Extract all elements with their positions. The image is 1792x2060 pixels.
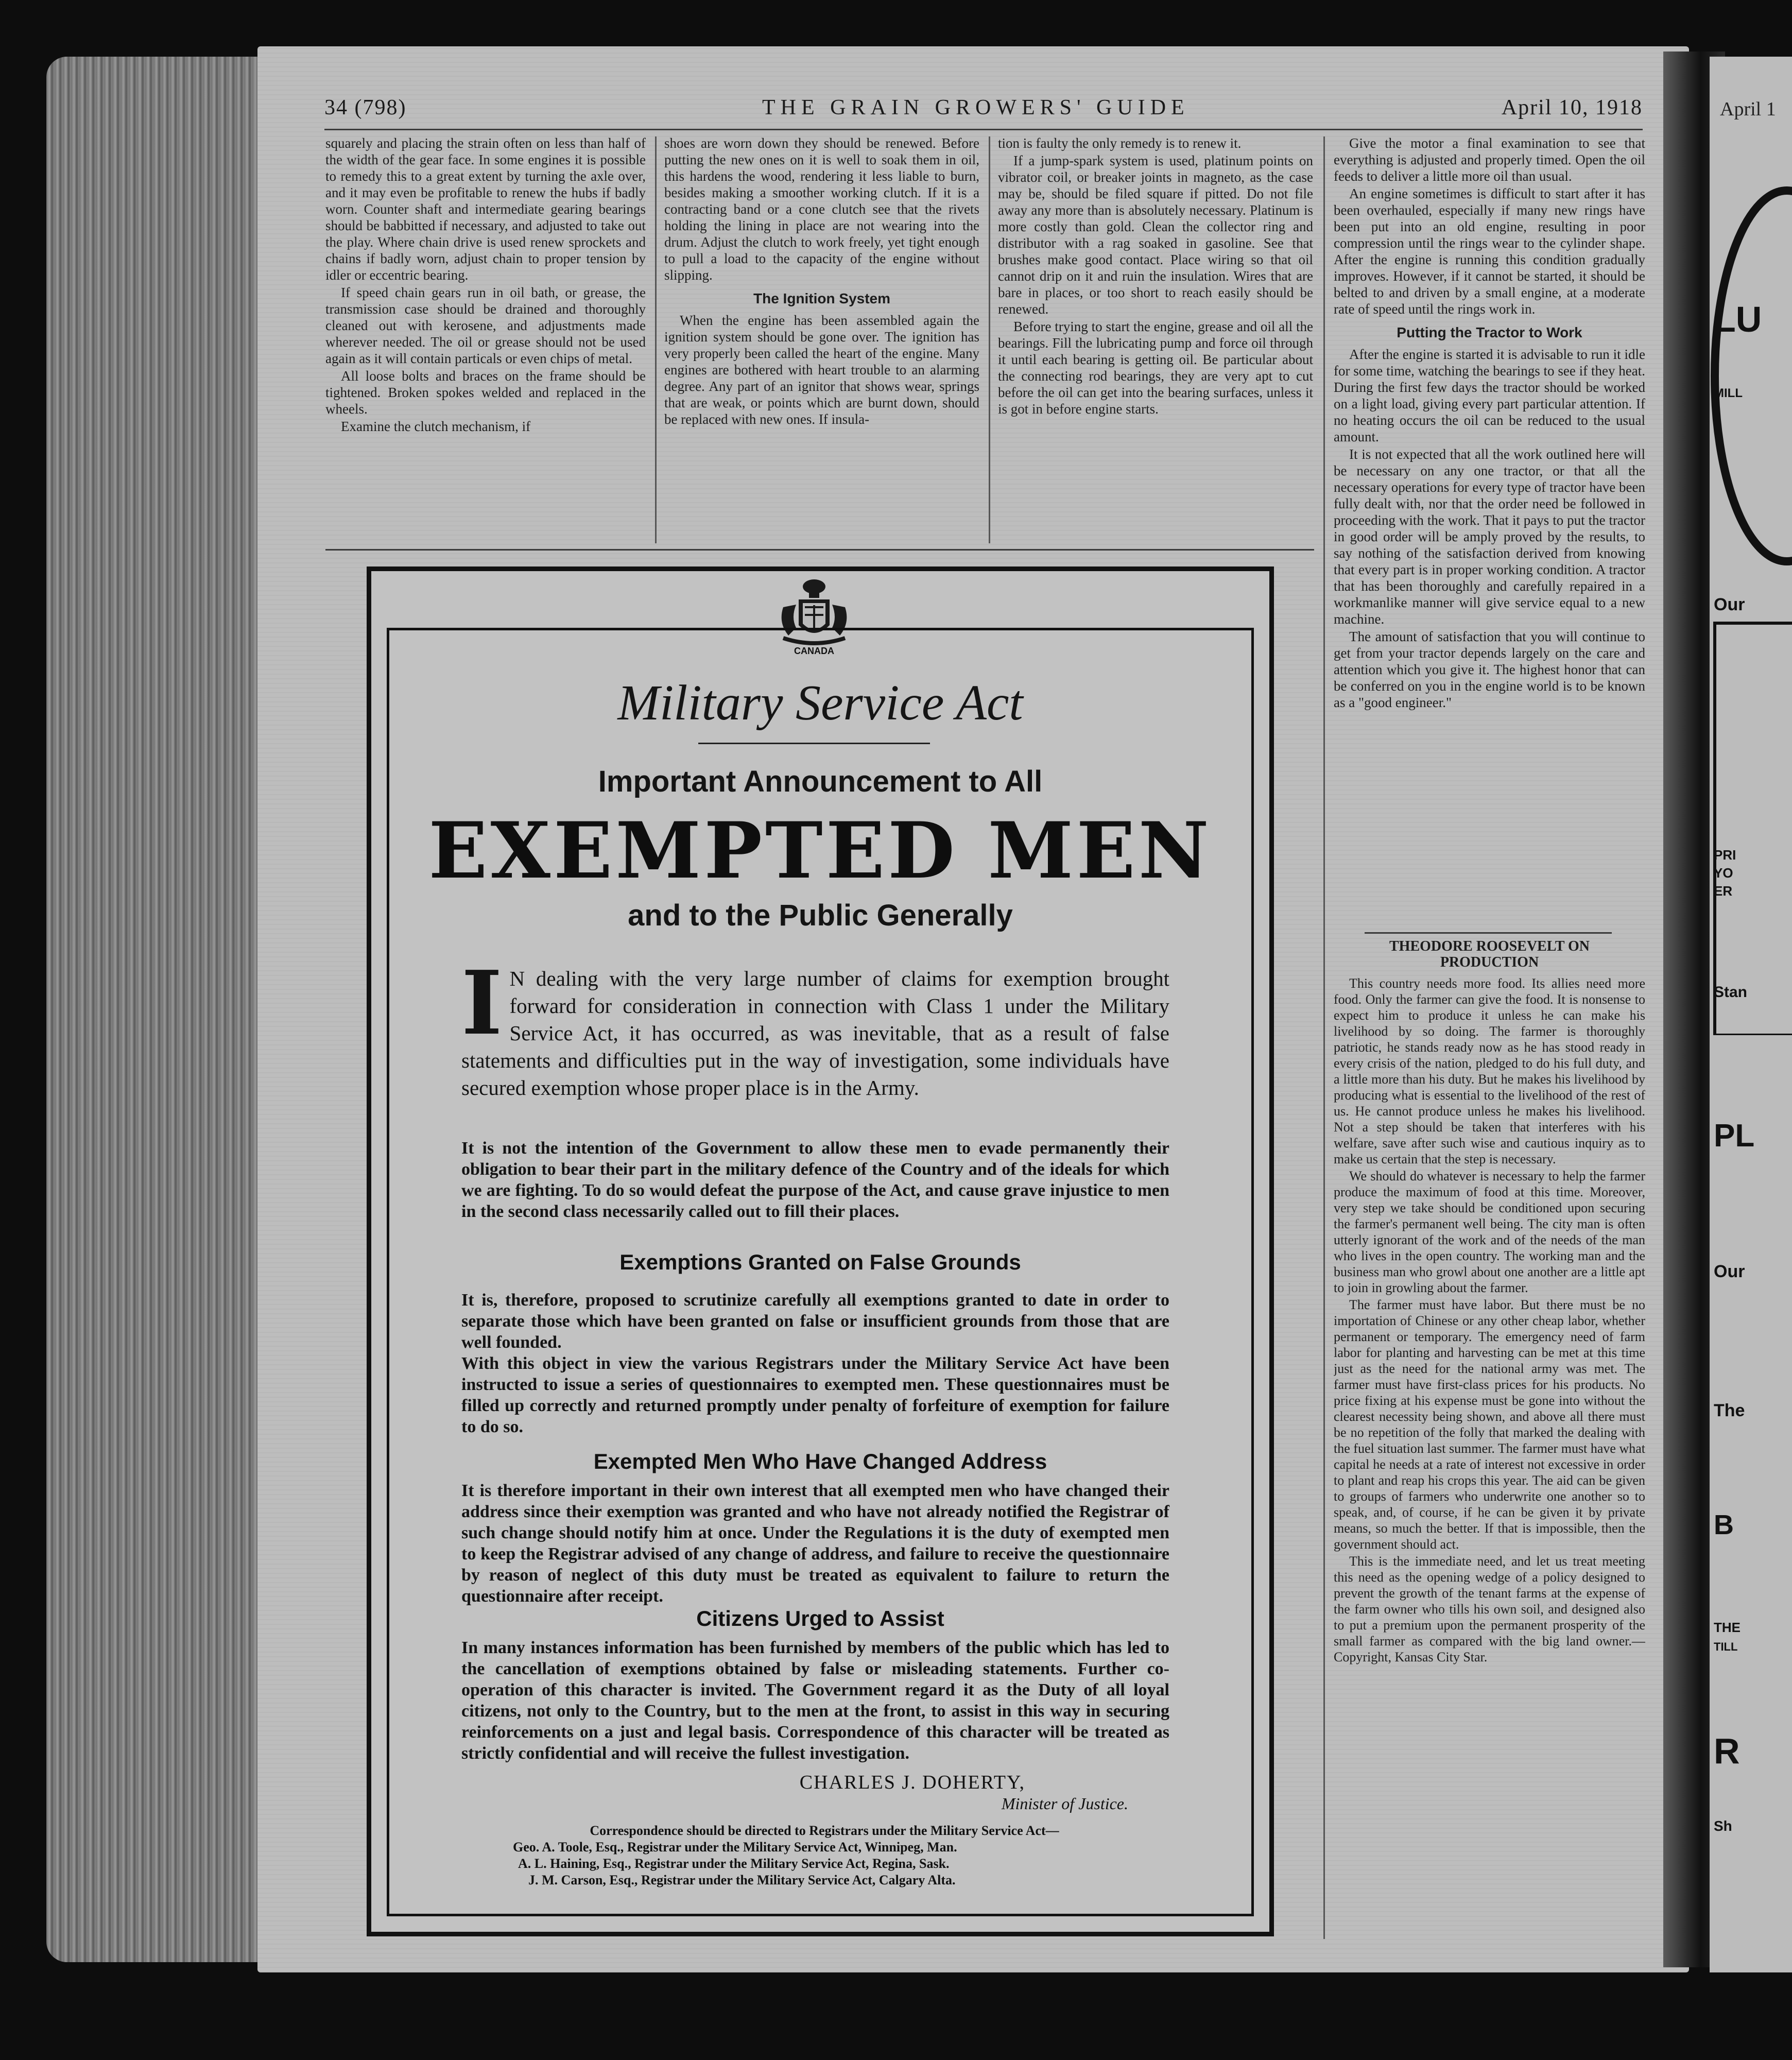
adjacent-fragment: Our — [1714, 595, 1745, 614]
adjacent-fragment: ER — [1714, 883, 1733, 899]
section-rule — [1365, 932, 1612, 934]
column-rule — [655, 136, 657, 543]
article-headline: THEODORE ROOSEVELT ON PRODUCTION — [1389, 938, 1590, 970]
paragraph: We should do whatever is necessary to help the farmer produce the maximum of food at this time. Moreover, very step we take should be conditioned upon securing the farmer's permanent well being. The city man is often utterly ignorant of the work and of the needs of the man who lives in the open country. The working man and the business man who growl about one another are a little apt to join in growling about the farmer. — [1334, 1169, 1645, 1295]
paragraph: An engine sometimes is difficult to start after it has been overhauled, especially if many new rings have been put into an old engine, resulting in poor compression until the rings wear to the cylinder shape. After the engine is running this condition gradually improves. However, if it cannot be started, it should be belted to and driven by a small engine, at a moderate rate of speed until the rings work in. — [1334, 186, 1645, 317]
paragraph: Before trying to start the engine, grease and oil all the bearings. Fill the lubricating pump and force oil through it until each bearing is getting oil. Be particular about the connecting rod bearings, they are very apt to cut before the oil can get into the bearing surfaces, unless it is got in before engine starts. — [998, 319, 1313, 417]
running-head — [324, 95, 1643, 126]
section-heading: Putting the Tractor to Work — [1397, 324, 1582, 340]
paragraph: If speed chain gears run in oil bath, or grease, the transmission case should be drained and thoroughly cleaned out with kerosene, and adjustments made wherever needed. The oil or grease should not be used again as it will contain particals or even chips of metal. — [325, 285, 646, 366]
adjacent-fragment: Stan — [1714, 984, 1748, 1001]
paragraph: With this object in view the various Registrars under the Military Service Act have been instructed to issue a series of questionnaires to exempted men. These questionnaires must be filled up correctly and returned promptly under penalty of forfeiture of exemption for failure to do so. — [461, 1354, 1169, 1436]
section-heading: The Ignition System — [753, 290, 891, 306]
correspondence-line: Correspondence should be directed to Registrars under the Military Service Act— — [590, 1823, 1059, 1838]
signature-name: CHARLES J. DOHERTY, — [799, 1772, 1025, 1793]
paragraph-group — [461, 1290, 1169, 1437]
adjacent-fragment: LU — [1714, 299, 1762, 339]
adjacent-fragment: MILL — [1714, 386, 1743, 400]
article-column-3 — [998, 135, 1313, 547]
correspondence-line: J. M. Carson, Esq., Registrar under the Military Service Act, Calgary Alta. — [528, 1873, 956, 1887]
correspondence-line: A. L. Haining, Esq., Registrar under the Military Service Act, Regina, Sask. — [518, 1856, 950, 1871]
paragraph: All loose bolts and braces on the frame should be tightened. Broken spokes welded and replaced in the wheels. — [325, 368, 646, 417]
roosevelt-article — [1334, 938, 1645, 1948]
paragraph: It is not the intention of the Government to allow these men to evade permanently their obligation to bear their part in the military defence of the Country and of the ideals for which we are fighting. To do so would defeat the purpose of the Act, and cause grave injustice to men in the second class necessarily called out to fill their places. — [461, 1139, 1169, 1221]
adjacent-fragment: PRI — [1714, 847, 1736, 863]
lead-text: N dealing with the very large number of claims for exemption brought forward for consideration in connection with Class 1 under the Military Service Act, it has occurred, as was inevitable, that as a result of false statements and difficulties put in the way of investigation, some individuals have secured exemption whose proper place is in the Army. — [461, 967, 1169, 1100]
book-page-stack — [46, 57, 273, 1962]
adjacent-fragment: The — [1714, 1401, 1745, 1420]
lead-paragraph — [461, 952, 1169, 1102]
article-column-2 — [664, 135, 979, 547]
publication-title: THE GRAIN GROWERS' GUIDE — [762, 96, 1190, 119]
act-title: Military Service Act — [617, 675, 1023, 731]
paragraph: In many instances information has been furnished by members of the public which has led to the cancellation of exemptions obtained by false or misleading statements. Further co-operation of this character is invited. The Government regard it as the Duty of all loyal citizens, not only to the Country, but to the men at the front, to assist in this way in securing reinforcements on a just and legal basis. Correspondence of this character will be treated as strictly confidential and will receive the fullest investigation. — [461, 1638, 1169, 1763]
header-rule — [324, 129, 1643, 130]
paragraph: If a jump-spark system is used, platinum points on vibrator coil, or breaker joints in magneto, as the case may be, should be filed square if pitted. Do not file away any more than is absolutely necessary. Platinum is more costly than gold. Clean the collector ring and distributor with a rag soaked in gasoline. See that brushes make good contact. Place wiring so that oil cannot drip on it and ruin the insulation. Wires that are bare in places, or too short to reach easily should be renewed. — [998, 153, 1313, 317]
title-underline — [698, 743, 930, 744]
paragraph: It is therefore important in their own interest that all exempted men who have changed their address since their exemption was granted and who have not already notified the Registrar of such change should notify him at once. Under the Regulations it is the duty of exempted men to keep the Registrar advised of any change of address, and failure to receive the questionnaire by reason of neglect of this duty must be treated as equivalent to failure to return the questionnaire after receipt. — [461, 1481, 1169, 1606]
subheading-changed-address: Exempted Men Who Have Changed Address — [593, 1449, 1047, 1473]
paragraph: Give the motor a final examination to see that everything is adjusted and properly timed. Open the oil feeds to deliver a little more oil than usual. — [1334, 135, 1645, 184]
subheading-citizens: Citizens Urged to Assist — [696, 1606, 944, 1630]
adjacent-fragment: B — [1714, 1509, 1734, 1540]
signature-role: Minister of Justice. — [1001, 1794, 1128, 1813]
adjacent-page-date: April 1 — [1720, 98, 1776, 120]
adjacent-fragment: PL — [1714, 1118, 1755, 1154]
drop-cap: I — [461, 952, 503, 1055]
issue-date: April 10, 1918 — [1501, 96, 1643, 119]
announcement-line: Important Announcement to All — [598, 765, 1043, 798]
paragraph: shoes are worn down they should be renewed. Before putting the new ones on it is well to soak them in oil, this hardens the wood, rendering it less liable to burn, besides making a smoother working clutch. If it is a contracting band or a cone clutch see that the rivets holding the lining in place are not wearing into the drum. Adjust the clutch to work freely, yet tight enough to pull a load to the capacity of the engine without slipping. — [664, 135, 979, 283]
subheading-false-grounds: Exemptions Granted on False Grounds — [619, 1250, 1021, 1274]
subhead: and to the Public Generally — [628, 899, 1013, 932]
column-rule — [1323, 136, 1325, 1939]
paragraph: tion is faulty the only remedy is to renew it. — [998, 135, 1242, 151]
article-column-4 — [1334, 135, 1645, 928]
paragraph: This country needs more food. Its allies need more food. Only the farmer can give the food. It is nonsense to expect him to produce it unless he can make his livelihood by so doing. The farmer is thoroughly patriotic, he stands ready now as he has stood ready in every crisis of the nation, pledged to do his full duty, and a little more than his duty. But he makes his livelihood by producing what is essential to the livelihood of the rest of us. He cannot produce unless he makes his livelihood. Not a step should be taken that interferes with his welfare, save after such wise and cautious inquiry as to make us certain that the step is necessary. — [1334, 976, 1645, 1166]
adjacent-fragment: THE — [1714, 1620, 1741, 1635]
headline: EXEMPTED MEN — [428, 805, 1212, 896]
correspondence-block — [490, 1823, 1159, 1889]
correspondence-line: Geo. A. Toole, Esq., Registrar under the Military Service Act, Winnipeg, Man. — [513, 1840, 957, 1855]
paragraph: It is, therefore, proposed to scrutinize carefully all exemptions granted to date in order to separate those which have been granted on false or insufficient grounds from those that are well founded. — [461, 1291, 1169, 1352]
crest-label: CANADA — [794, 646, 834, 656]
paragraph: squarely and placing the strain often on less than half of the width of the gear face. In some engines it is possible to remedy this to a great extent by turning the axle over, and it may even be profitable to renew the hubs if badly worn. Counter shaft and intermediate gearing bearings should be babbitted if necessary, and adjusted to take out the play. Where chain drive is used renew sprockets and chains if badly worn, adjust chain to proper tension by idler or eccentric bearing. — [325, 135, 646, 283]
paragraph: This is the immediate need, and let us treat meeting this need as the opening wedge of a policy designed to prevent the growth of the tenant farms at the expense of the farm owner who tills his own soil, and designed also to put a premium upon the permanent prosperity of the small farmer as compared with the big land owner.—Copyright, Kansas City Star. — [1334, 1554, 1645, 1664]
paragraph: After the engine is started it is advisable to run it idle for some time, watching the bearings to see if they heat. During the first few days the tractor should be worked on a light load, giving every part particular attention. If no heating occurs the oil can be reduced to the usual amount. — [1334, 347, 1645, 444]
adjacent-fragment: Our — [1714, 1262, 1745, 1281]
adjacent-fragment: Sh — [1714, 1818, 1732, 1834]
paragraph: The amount of satisfaction that you will continue to get from your tractor depends largely on the care and attention which you give it. The highest honor that can be conferred on you in the engine world is to be known as a "good engineer." — [1334, 629, 1645, 710]
page-number: 34 (798) — [324, 96, 407, 119]
adjacent-fragment: R — [1714, 1731, 1740, 1771]
column-rule — [989, 136, 990, 543]
adjacent-page-edge — [1710, 57, 1792, 1972]
adjacent-fragment: TILL — [1714, 1640, 1738, 1653]
paragraph: It is not expected that all the work outlined here will be necessary on any one tractor, or that all the necessary operations for every type of tractor have been fully dealt with, nor that the order need be followed in proceeding with the work. That it pays to put the tractor in good order will be amply proved by the results, to say nothing of the satisfaction derived from knowing that every part is in proper working condition. A tractor that has been thoroughly and carefully repaired in a workmanlike manner will give service equal to a new machine. — [1334, 447, 1645, 627]
paragraph: The farmer must have labor. But there must be no importation of Chinese or any other cheap labor, whether permanent or temporary. The emergency need of farm labor for planting and harvesting can be met at this time just as the need for the national army was met. The farmer must have first-class prices for his products. No price fixing at his expense must be gone into without the clearest necessity being shown, and above all there must be no repetition of the folly that marked the dealing with the fuel situation last summer. The farmer must have what capital he needs at a rate of interest not excessive in order to plant and reap his crops this year. The aid can be given to groups of farmers who underwrite one another so to speak, and, of course, if he can be given it by private means, so much the better. If that is impossible, then the government should act. — [1334, 1297, 1645, 1552]
adjacent-fragment: YO — [1714, 865, 1733, 881]
military-service-act-advertisement — [367, 566, 1274, 1936]
paragraph: Examine the clutch mechanism, if — [341, 419, 531, 434]
article-column-1 — [325, 135, 646, 547]
section-rule — [325, 549, 1314, 551]
paragraph: When the engine has been assembled again the ignition system should be gone over. The ignition has very properly been called the heart of the engine. Many engines are bothered with heart trouble to an alarming degree. Any part of an ignitor that shows wear, springs that are weak, or points which are burnt down, should be replaced with new ones. If insula- — [664, 313, 979, 427]
